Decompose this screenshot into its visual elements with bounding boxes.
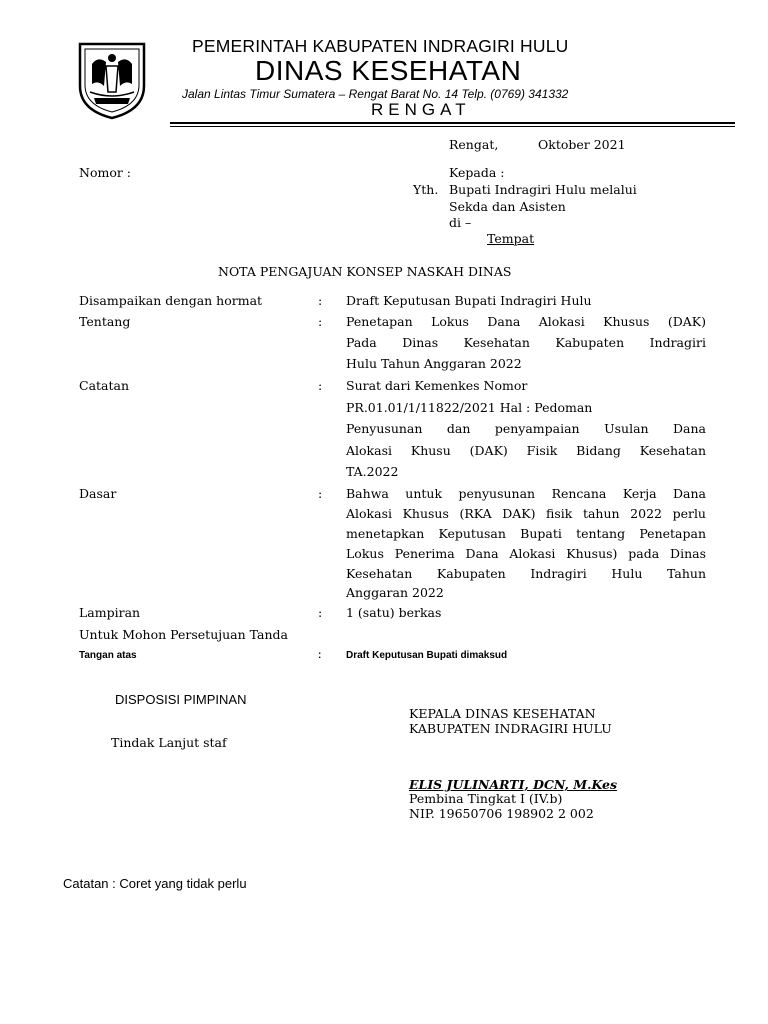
signature-position-2: KABUPATEN INDRAGIRI HULU [409,721,612,736]
dasar-label: Dasar [79,486,117,501]
colon: : [318,293,323,308]
dasar-line: Alokasi Khusus (RKA DAK) fisik tahun 2022 perlu [346,506,706,521]
dasar-line: Kesehatan Kabupaten Indragiri Hulu Tahun [346,566,706,581]
place-date: Rengat, [449,137,499,152]
catatan-label: Catatan [79,378,130,393]
colon: : [318,650,322,661]
catatan-line: TA.2022 [346,464,399,479]
dasar-line: Anggaran 2022 [346,585,444,600]
header-city: RENGAT [371,100,471,119]
header-government: PEMERINTAH KABUPATEN INDRAGIRI HULU [192,36,569,56]
month-year: Oktober 2021 [538,137,626,152]
signature-name: ELIS JULINARTI, DCN, M.Kes [409,777,618,792]
tempat-label: Tempat [487,231,535,246]
colon: : [318,486,323,501]
kepada-label: Kepada : [449,165,505,180]
dasar-line: Lokus Penerima Dana Alokasi Khusus) pada Dinas [346,546,706,561]
tentang-line: Penetapan Lokus Dana Alokasi Khusus (DAK) [346,314,706,329]
dasar-line: menetapkan Keputusan Bupati tentang Penetapan [346,526,706,541]
header-rule-thick [170,122,735,124]
tentang-label: Tentang [79,314,131,329]
document-title: NOTA PENGAJUAN KONSEP NASKAH DINAS [218,264,512,279]
header-rule-thin [170,126,735,127]
recipient-line-1: Bupati Indragiri Hulu melalui [449,182,637,197]
tangan-label: Tangan atas [79,650,137,661]
tentang-line: Hulu Tahun Anggaran 2022 [346,356,522,371]
tangan-value: Draft Keputusan Bupati dimaksud [346,650,508,661]
lampiran-value: 1 (satu) berkas [346,605,442,620]
signature-nip: NIP. 19650706 198902 2 002 [409,806,594,821]
catatan-line: Surat dari Kemenkes Nomor [346,378,528,393]
nomor-label: Nomor : [79,165,132,180]
colon: : [318,605,323,620]
disposisi-title: DISPOSISI PIMPINAN [115,692,247,707]
recipient-line-2: Sekda dan Asisten [449,199,566,214]
tindak-lanjut: Tindak Lanjut staf [111,735,227,750]
tentang-line: Pada Dinas Kesehatan Kabupaten Indragiri [346,335,706,350]
colon: : [318,314,323,329]
signature-rank: Pembina Tingkat I (IV.b) [409,791,563,806]
catatan-line: PR.01.01/1/11822/2021 Hal : Pedoman [346,400,593,415]
catatan-line: Alokasi Khusu (DAK) Fisik Bidang Kesehatan [346,443,706,458]
catatan-line: Penyusunan dan penyampaian Usulan Dana [346,421,706,436]
yth-label: Yth. [413,182,439,197]
colon: : [318,378,323,393]
header-address: Jalan Lintas Timur Sumatera – Rengat Barat No. 14 Telp. (0769) 341332 [182,87,569,101]
disampaikan-label: Disampaikan dengan hormat [79,293,263,308]
header-agency: DINAS KESEHATAN [255,55,522,86]
signature-position-1: KEPALA DINAS KESEHATAN [409,706,596,721]
dasar-line: Bahwa untuk penyusunan Rencana Kerja Dana [346,486,706,501]
mohon-persetujuan: Untuk Mohon Persetujuan Tanda [79,627,288,642]
footer-note: Catatan : Coret yang tidak perlu [63,876,247,891]
di-label: di – [449,215,472,230]
disampaikan-value: Draft Keputusan Bupati Indragiri Hulu [346,293,592,308]
lampiran-label: Lampiran [79,605,141,620]
government-crest-logo [76,40,148,120]
